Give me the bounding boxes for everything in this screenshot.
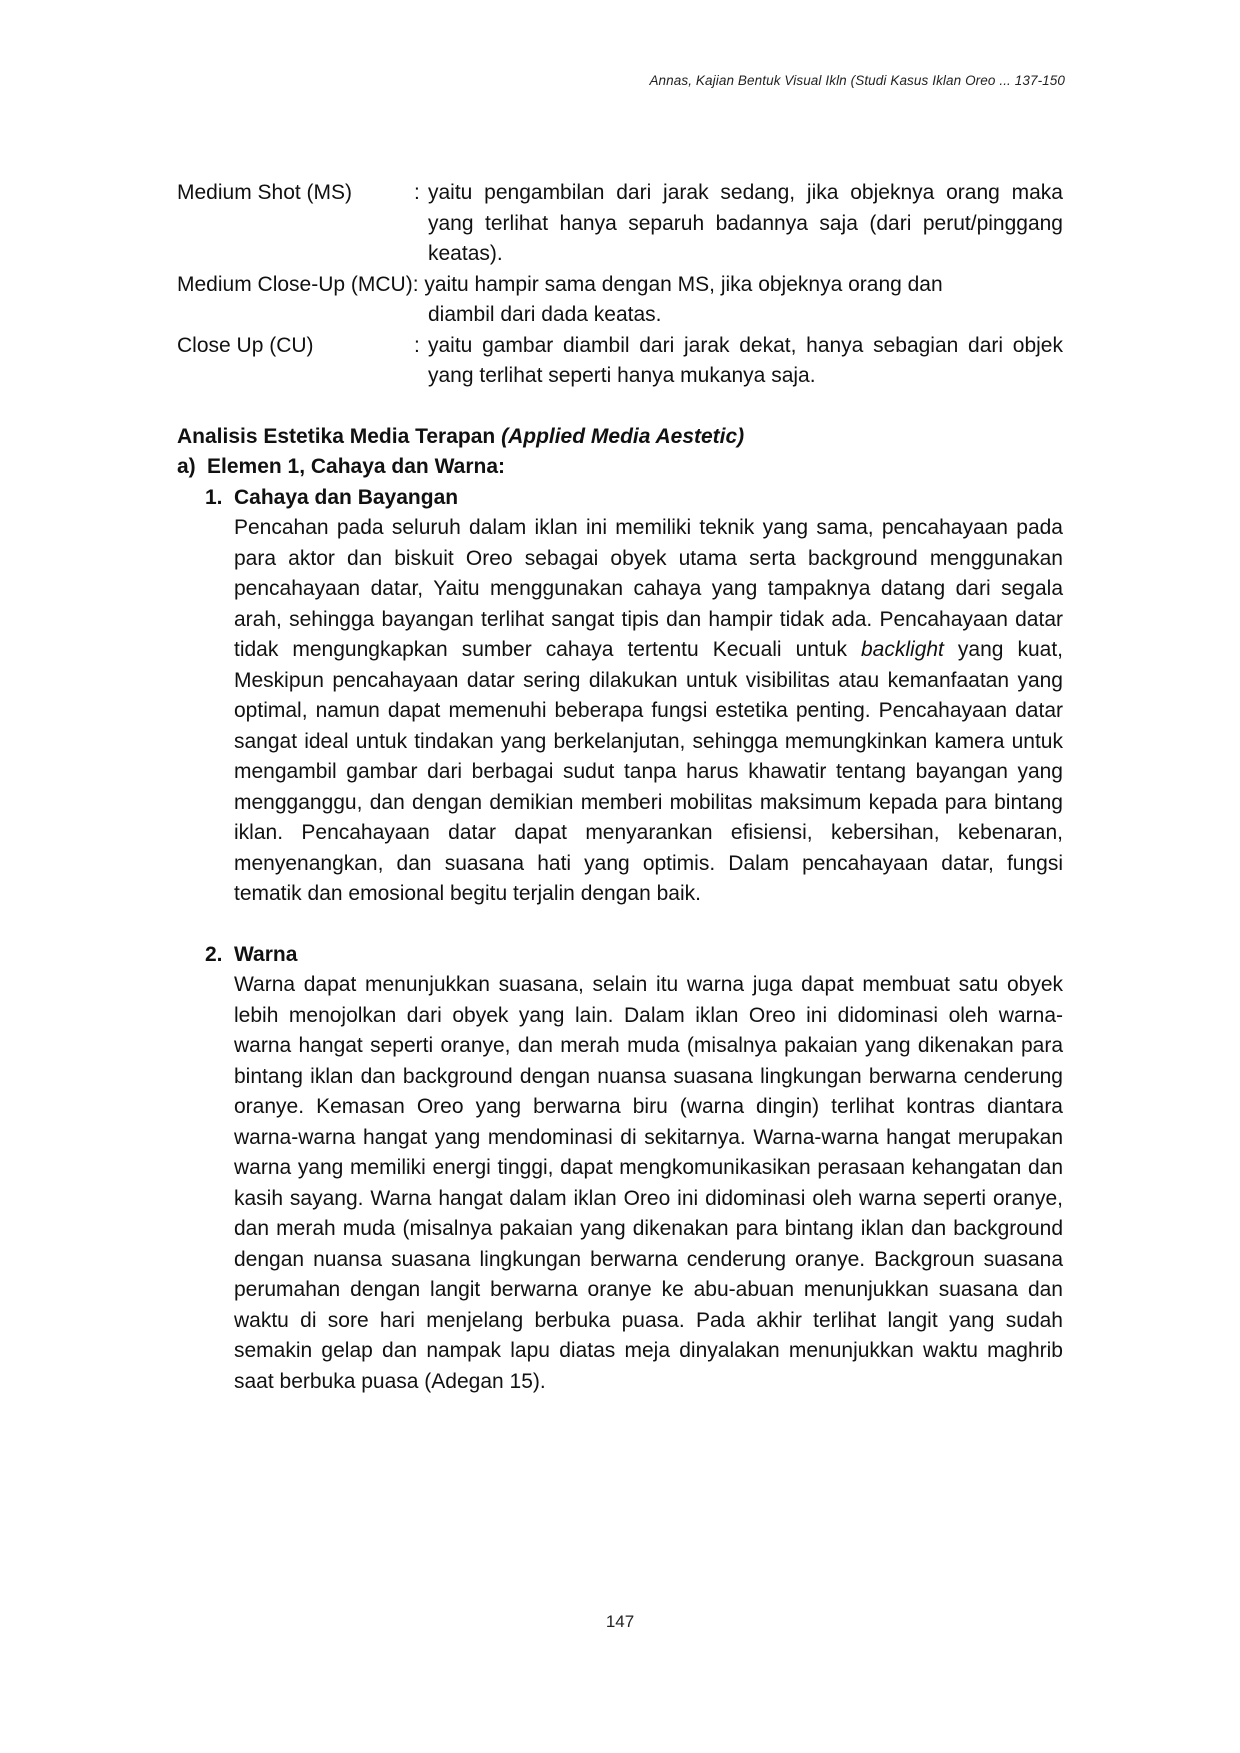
definition-term: Medium Shot (MS) xyxy=(177,181,353,204)
definition-text: yaitu pengambilan dari jarak sedang, jika objeknya orang maka yang terlihat hanya separuh badannya saja (dari perut/pinggang keatas). xyxy=(428,181,1063,265)
subsection-title: Elemen 1, Cahaya dan Warna: xyxy=(207,455,505,478)
subsection-a-heading xyxy=(177,452,1063,483)
subsection-marker: a) xyxy=(177,455,196,478)
item-paragraph: Warna dapat menunjukkan suasana, selain itu warna juga dapat membuat satu obyek lebih menojolkan dari obyek yang lain. Dalam iklan Oreo ini didominasi oleh warna-warna hangat seperti oranye, dan merah muda (misalnya pakaian yang dikenakan para bintang iklan dan background dengan nuansa suasana lingkungan berwarna cenderung oranye. Kemasan Oreo yang berwarna biru (warna dingin) terlihat kontras diantara warna-warna hangat yang mendominasi di sekitarnya. Warna-warna hangat merupakan warna yang memiliki energi tinggi, dapat mengkomunikasikan perasaan kehangatan dan kasih sayang. Warna hangat dalam iklan Oreo ini didominasi oleh warna seperti oranye, dan merah muda (misalnya pakaian yang dikenakan para bintang iklan dan background dengan nuansa suasana lingkungan berwarna cenderung oranye. Backgroun suasana perumahan dengan langit berwarna oranye ke abu-abuan menunjukkan suasana dan waktu di sore hari menjelang berbuka puasa. Pada akhir terlihat langit yang sudah semakin gelap dan nampak lapu diatas meja dinyalakan menunjukkan waktu maghrib saat berbuka puasa (Adegan 15). xyxy=(234,973,1063,1393)
definition-inline-text: Medium Close-Up (MCU): yaitu hampir sama dengan MS, jika objeknya orang dan xyxy=(177,272,943,296)
definition-medium-close-up xyxy=(177,270,1063,331)
item-title: Warna xyxy=(234,942,298,966)
definition-medium-shot xyxy=(177,178,1063,270)
item-marker: 2. xyxy=(205,942,223,966)
running-header: Annas, Kajian Bentuk Visual Ikln (Studi Kasus Iklan Oreo ... 137-150 xyxy=(649,73,1065,88)
paragraph-text: yang kuat, Meskipun pencahayaan datar sering dilakukan untuk visibilitas atau kemanfaatan yang optimal, namun dapat memenuhi beberapa fungsi estetika penting. Pencahayaan datar sangat ideal untuk tindakan yang berkelanjutan, sehingga memungkinkan kamera untuk mengambil gambar dari berbagai sudut tanpa harus khawatir tentang bayangan yang mengganggu, dan dengan demikian memberi mobilitas maksimum kepada para bintang iklan. Pencahayaan datar dapat menyarankan efisiensi, kebersihan, kebenaran, menyenangkan, dan suasana hati yang optimis. Dalam pencahayaan datar, fungsi tematik dan emosional begitu terjalin dengan baik. xyxy=(234,638,1063,905)
page-number: 147 xyxy=(605,1612,635,1631)
numbered-item-heading xyxy=(205,483,1063,514)
page-content xyxy=(177,178,1063,1397)
numbered-item-cahaya xyxy=(205,483,1063,910)
section-heading-text: Analisis Estetika Media Terapan xyxy=(177,424,496,448)
definition-close-up xyxy=(177,331,1063,392)
paragraph-text: Pencahan pada seluruh dalam iklan ini memiliki teknik yang sama, pencahayaan pada para aktor dan biskuit Oreo sebagai obyek utama serta background menggunakan pencahayaan datar, Yaitu menggunakan cahaya yang tampaknya datang dari segala arah, sehingga bayangan terlihat sangat tipis dan hampir tidak ada. Pencahayaan datar tidak mengungkapkan sumber cahaya tertentu Kecuali untuk xyxy=(234,516,1063,661)
item-title: Cahaya dan Bayangan xyxy=(234,485,459,509)
item-paragraph xyxy=(234,513,1063,910)
definition-term: Close Up (CU) xyxy=(177,333,314,357)
numbered-item-heading xyxy=(205,940,1063,971)
definition-colon: : xyxy=(414,333,420,357)
definition-colon: : xyxy=(414,181,420,204)
italic-term: backlight xyxy=(861,638,944,661)
definition-continuation: diambil dari dada keatas. xyxy=(428,303,662,326)
spacer xyxy=(177,910,1063,940)
numbered-item-warna xyxy=(205,940,1063,1398)
section-heading xyxy=(177,422,1063,453)
definition-text: yaitu gambar diambil dari jarak dekat, hanya sebagian dari objek yang terlihat seperti hanya mukanya saja. xyxy=(428,333,1063,387)
item-marker: 1. xyxy=(205,485,223,509)
section-heading-italic: (Applied Media Aestetic) xyxy=(501,424,745,448)
